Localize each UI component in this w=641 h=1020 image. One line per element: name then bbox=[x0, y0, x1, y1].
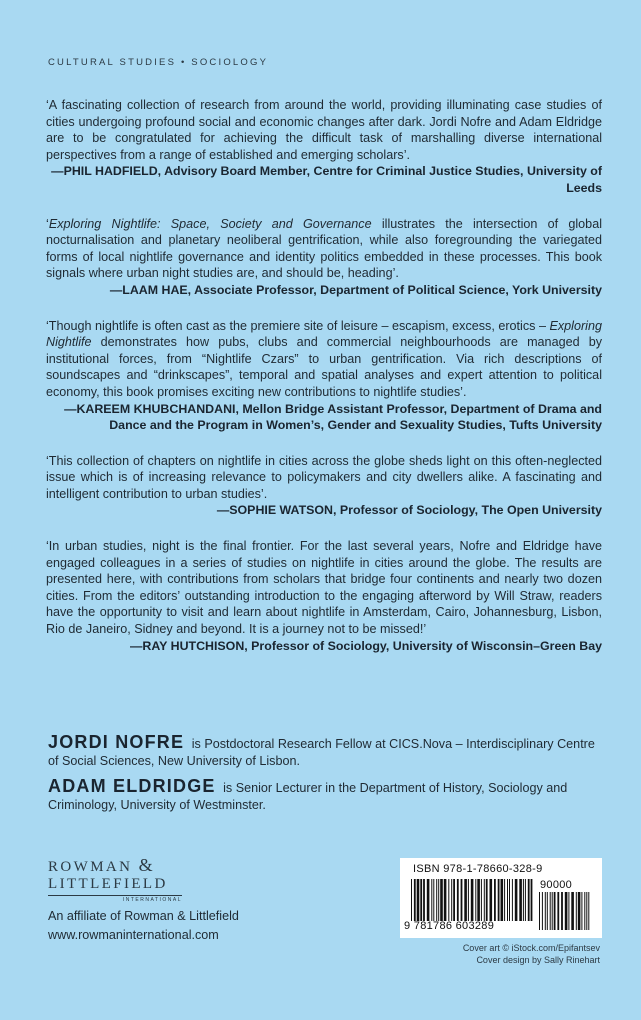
barcode-bar bbox=[486, 879, 488, 921]
barcode-bar bbox=[568, 892, 569, 930]
barcode-bar bbox=[561, 892, 563, 930]
endorsement bbox=[46, 538, 602, 654]
barcode-bar bbox=[414, 879, 416, 921]
barcode-bar bbox=[427, 879, 430, 921]
barcode-bar bbox=[515, 879, 518, 921]
barcode-bars bbox=[410, 879, 534, 921]
endorsements bbox=[46, 97, 602, 673]
barcode-bar bbox=[494, 879, 496, 921]
barcode-bar bbox=[542, 892, 543, 930]
barcode-bar bbox=[528, 879, 530, 921]
barcode-bar bbox=[545, 892, 546, 930]
barcode-bar bbox=[578, 892, 581, 930]
category-label: CULTURAL STUDIES • SOCIOLOGY bbox=[48, 57, 269, 68]
barcode-bar bbox=[531, 879, 533, 921]
barcode-bar bbox=[423, 879, 425, 921]
barcode-bar bbox=[501, 879, 504, 921]
barcode-bar bbox=[475, 879, 476, 921]
barcode-bar bbox=[481, 879, 482, 921]
barcode-bar bbox=[433, 879, 434, 921]
barcode-bar bbox=[461, 879, 463, 921]
cover-art-credit: Cover art © iStock.com/Epifantsev bbox=[462, 943, 600, 953]
barcode-bar bbox=[417, 879, 420, 921]
barcode-bar bbox=[457, 879, 459, 921]
barcode-bar bbox=[509, 879, 510, 921]
endorsement-attribution: —KAREEM KHUBCHANDANI, Mellon Bridge Assistant Professor, Department of Drama and Dance and the Program in Women’s, Gender and Sexuality Studies, Tufts University bbox=[64, 401, 602, 433]
barcode-bar bbox=[411, 879, 412, 921]
barcode-bar bbox=[525, 879, 526, 921]
publisher-website: www.rowmaninternational.com bbox=[48, 928, 219, 942]
price-code: 90000 bbox=[540, 879, 573, 891]
barcode-bar bbox=[431, 879, 432, 921]
endorsement-attribution: —PHIL HADFIELD, Advisory Board Member, Centre for Criminal Justice Studies, University of Leeds bbox=[51, 164, 602, 195]
barcode-bar bbox=[586, 892, 587, 930]
barcode-bar bbox=[507, 879, 508, 921]
logo-word-littlefield: LITTLEFIELD bbox=[48, 876, 168, 892]
barcode-bar bbox=[550, 892, 551, 930]
endorsement-text: ‘Exploring Nightlife: Space, Society and Governance illustrates the intersection of global nocturnalisation and planetary neoliberal gentrification, while also foregrounding the variegated forms of local nightlife governance and identity politics embedded in these processes. This book signals where urban night studies are, and should be, heading’. bbox=[46, 216, 602, 281]
barcode-bar bbox=[438, 879, 439, 921]
cover-credits bbox=[463, 942, 600, 966]
barcode-bar bbox=[477, 879, 480, 921]
barcode-bar bbox=[444, 879, 447, 921]
endorsement-attribution: —RAY HUTCHISON, Professor of Sociology, University of Wisconsin–Green Bay bbox=[129, 638, 602, 653]
barcode-bar bbox=[512, 879, 513, 921]
logo-ampersand: & bbox=[138, 855, 155, 875]
barcode-bar bbox=[519, 879, 522, 921]
publisher-info bbox=[48, 907, 239, 945]
barcode-bar bbox=[448, 879, 449, 921]
barcode-bar bbox=[484, 879, 485, 921]
barcode-bar bbox=[539, 892, 540, 930]
barcode-bar bbox=[420, 879, 422, 921]
barcode-bar bbox=[504, 879, 505, 921]
barcode-bar bbox=[471, 879, 474, 921]
barcode-bar bbox=[440, 879, 443, 921]
barcode-bar bbox=[554, 892, 556, 930]
barcode-bar bbox=[576, 892, 577, 930]
endorsement bbox=[46, 453, 602, 519]
barcode-bar bbox=[523, 879, 524, 921]
barcode-bar bbox=[557, 892, 559, 930]
endorsement-text: ‘This collection of chapters on nightlife in cities across the globe sheds light on this often-neglected issue which is of increasing relevance to policymakers and city dwellers alike. A fascinating and intelligent contribution to urban studies’. bbox=[46, 453, 602, 501]
publisher-logo bbox=[48, 857, 182, 903]
author-bios bbox=[48, 734, 604, 822]
barcode-bar bbox=[498, 879, 500, 921]
author-description: is Postdoctoral Research Fellow at CICS.Nova – Interdisciplinary Centre of Social Sciences, New University of Lisbon. bbox=[48, 737, 595, 768]
endorsement bbox=[46, 97, 602, 197]
author-name: ADAM ELDRIDGE bbox=[48, 776, 216, 796]
barcode-bar bbox=[490, 879, 493, 921]
barcode-bar bbox=[451, 879, 452, 921]
author-name: JORDI NOFRE bbox=[48, 732, 185, 752]
barcode-bar bbox=[552, 892, 553, 930]
cover-design-credit: Cover design by Sally Rinehart bbox=[476, 955, 600, 965]
logo-word-rowman: ROWMAN bbox=[48, 859, 133, 875]
barcode bbox=[400, 858, 602, 938]
endorsement-text: ‘Though nightlife is often cast as the premiere site of leisure – escapism, excess, erotics – Exploring Nightlife demonstrates how pubs, clubs and commercial neighbourhoods are managed by institutional forces, from “Nightlife Czars” to urban gentrification. Via rich descriptions of soundscapes and “drinkscapes”, temporal and spatial analyses and expert attention to political economy, this book promises exciting new contributions to nightlife studies’. bbox=[46, 318, 602, 399]
endorsement-text: ‘A fascinating collection of research from around the world, providing illuminating case studies of cities undergoing profound social and economic changes after dark. Jordi Nofre and Adam Eldridge are to be congratulated for achieving the difficult task of marshalling diverse international perspectives from a range of established and emerging scholars’. bbox=[46, 98, 602, 162]
isbn-label: ISBN 978-1-78660-328-9 bbox=[413, 863, 543, 875]
barcode-bar bbox=[588, 892, 589, 930]
author-bio bbox=[48, 734, 604, 770]
logo-rule bbox=[48, 895, 182, 896]
barcode-addon-bars bbox=[538, 892, 594, 930]
endorsement bbox=[46, 318, 602, 434]
endorsement-attribution: —LAAM HAE, Associate Professor, Department of Political Science, York University bbox=[109, 282, 602, 297]
author-bio bbox=[48, 778, 604, 814]
endorsement-attribution: —SOPHIE WATSON, Professor of Sociology, The Open University bbox=[216, 503, 602, 518]
barcode-digits: 9 781786 603289 bbox=[404, 920, 495, 932]
barcode-bar bbox=[436, 879, 437, 921]
barcode-bar bbox=[464, 879, 467, 921]
barcode-bar bbox=[468, 879, 469, 921]
endorsement-text: ‘In urban studies, night is the final frontier. For the last several years, Nofre and Eldridge have engaged colleagues in a series of studies on nightlife in cities around the globe. The results are presented here, with contributions from scholars that bridge four continents and nearly two dozen cities. From the editors’ outstanding introduction to the engaging afterword by Will Straw, readers have the opportunity to visit and learn about nightlife in Amsterdam, Cairo, Johannesburg, Lisbon, Rio de Janeiro, Sidney and beyond. It is a journey not to be missed!’ bbox=[46, 539, 602, 637]
barcode-bar bbox=[581, 892, 582, 930]
barcode-bar bbox=[547, 892, 548, 930]
affiliate-text: An affiliate of Rowman & Littlefield bbox=[48, 909, 239, 923]
endorsement bbox=[46, 216, 602, 299]
author-description: is Senior Lecturer in the Department of History, Sociology and Criminology, University of Westminster. bbox=[48, 781, 568, 812]
logo-subtitle: INTERNATIONAL bbox=[122, 897, 182, 903]
barcode-bar bbox=[584, 892, 585, 930]
barcode-bar bbox=[565, 892, 568, 930]
barcode-bar bbox=[453, 879, 455, 921]
barcode-bar bbox=[571, 892, 574, 930]
